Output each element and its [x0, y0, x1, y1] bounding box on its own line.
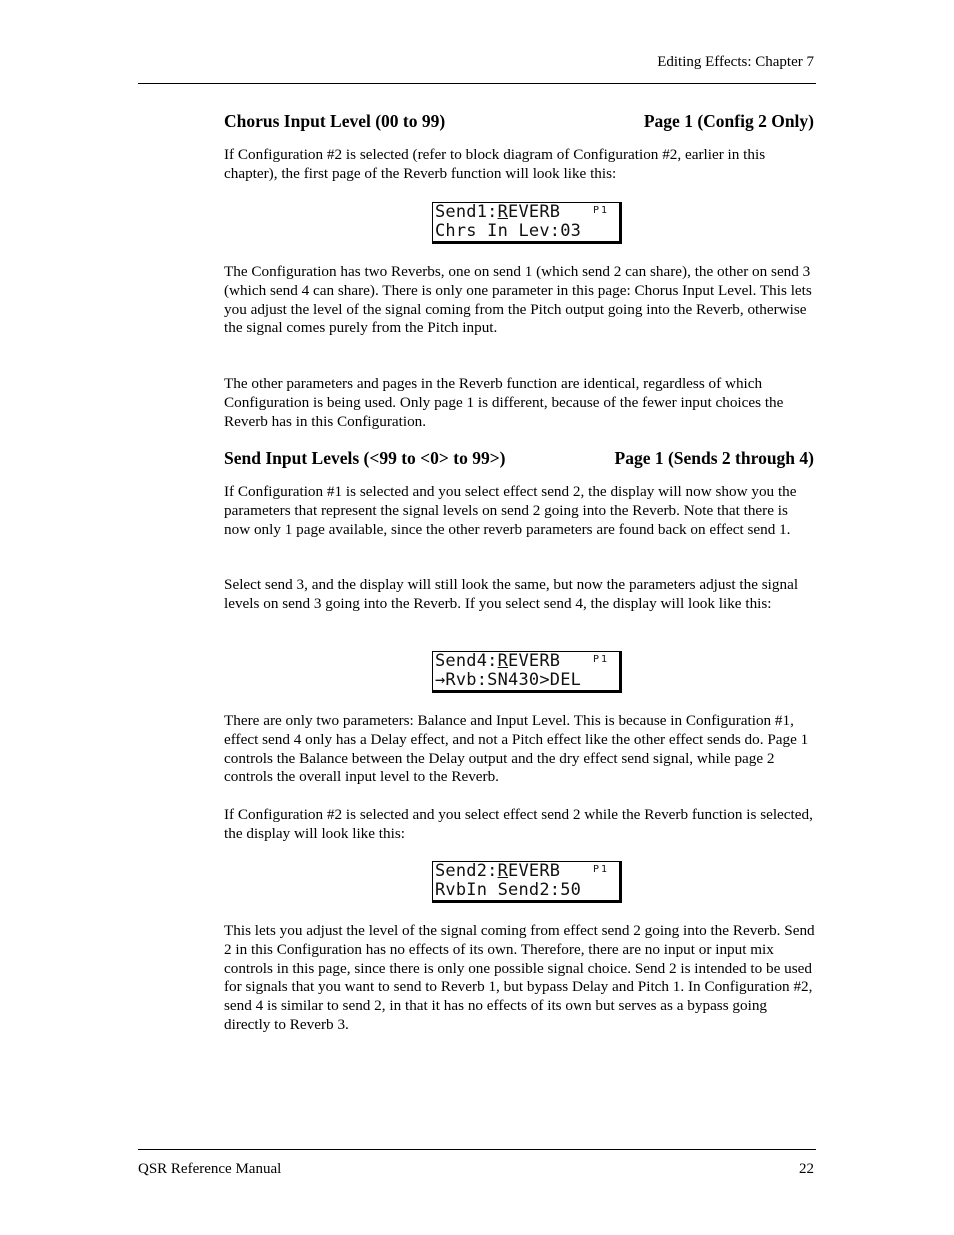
lcd-display-send1: [432, 202, 622, 244]
paragraph: There are only two parameters: Balance and Input Level. This is because in Configuration #1, effect send 4 only has a Delay effect, and not a Pitch effect like the other effect sends do. Page 1 controls the Balance between the Delay output and the dry effect send signal, while page 2 controls the overall input level to the Reverb.: [224, 712, 809, 786]
chapter-header: Editing Effects: Chapter 7: [657, 54, 814, 70]
paragraph: This lets you adjust the level of the signal coming from effect send 2 going into the Reverb. Send 2 in this Configuration has no effects of its own. Therefore, there are no input or input mix controls in this page, since there is only one possible signal choice. Send 2 is intended to be used for signals that you want to send to Reverb 1, but bypass Delay and Pitch 1. In Configuration #2, send 4 is similar to send 2, in that it has no effects of its own but serves as a bypass going directly to Reverb 3.: [224, 922, 815, 1033]
lcd-line-1: [435, 652, 560, 671]
lcd-text: Send4:: [435, 651, 498, 671]
section-page-ref: Page 1 (Sends 2 through 4): [614, 448, 814, 468]
page-number: 22: [799, 1161, 814, 1177]
lcd-line-2: RvbIn Send2:50: [435, 880, 582, 900]
paragraph: If Configuration #2 is selected (refer to block diagram of Configuration #2, earlier in this chapter), the first page of the Reverb function will look like this:: [224, 146, 766, 182]
lcd-cursor: R: [497, 861, 509, 881]
lcd-line-1: [435, 862, 560, 881]
lcd-display-send2: [432, 861, 622, 903]
footer-rule: [138, 1149, 816, 1150]
lcd-page-indicator: P1: [592, 864, 609, 875]
lcd-line-2: →Rvb:SN430>DEL: [435, 670, 582, 690]
lcd-page-indicator: P1: [592, 205, 609, 216]
footer-manual-title: QSR Reference Manual: [138, 1161, 282, 1177]
lcd-cursor: R: [497, 651, 509, 671]
paragraph: The other parameters and pages in the Reverb function are identical, regardless of which Configuration is being used. Only page 1 is different, because of the fewer input choices the Reverb has in this Configuration.: [224, 375, 784, 430]
section-page-ref: Page 1 (Config 2 Only): [643, 111, 814, 131]
lcd-line-1: [435, 203, 560, 222]
lcd-text: EVERB: [508, 651, 561, 671]
paragraph: If Configuration #1 is selected and you select effect send 2, the display will now show you the parameters that represent the signal levels on send 2 going into the Reverb. Note that there is now only 1 page available, since the other reverb parameters are found back on effect send 1.: [224, 483, 797, 538]
section-title: Send Input Levels (<99 to <0> to 99>): [224, 448, 506, 468]
lcd-page-indicator: P1: [592, 654, 609, 665]
lcd-text: Send1:: [435, 202, 498, 222]
lcd-line-2: Chrs In Lev:03: [435, 221, 582, 241]
paragraph: If Configuration #2 is selected and you select effect send 2 while the Reverb function is selected, the display will look like this:: [224, 806, 813, 842]
header-rule: [138, 83, 816, 84]
lcd-text: EVERB: [508, 202, 561, 222]
lcd-cursor: R: [497, 202, 509, 222]
lcd-text: Send2:: [435, 861, 498, 881]
lcd-display-send4: [432, 651, 622, 693]
paragraph: The Configuration has two Reverbs, one on send 1 (which send 2 can share), the other on send 3 (which send 4 can share). There is only one parameter in this page: Chorus Input Level. This lets you adjust the level of the signal coming from the Pitch output going into the Reverb, otherwise the signal comes purely from the Pitch input.: [224, 263, 812, 337]
lcd-text: EVERB: [508, 861, 561, 881]
section-title: Chorus Input Level (00 to 99): [224, 111, 446, 131]
paragraph: Select send 3, and the display will still look the same, but now the parameters adjust the signal levels on send 3 going into the Reverb. If you select send 4, the display will look like this:: [224, 576, 799, 612]
